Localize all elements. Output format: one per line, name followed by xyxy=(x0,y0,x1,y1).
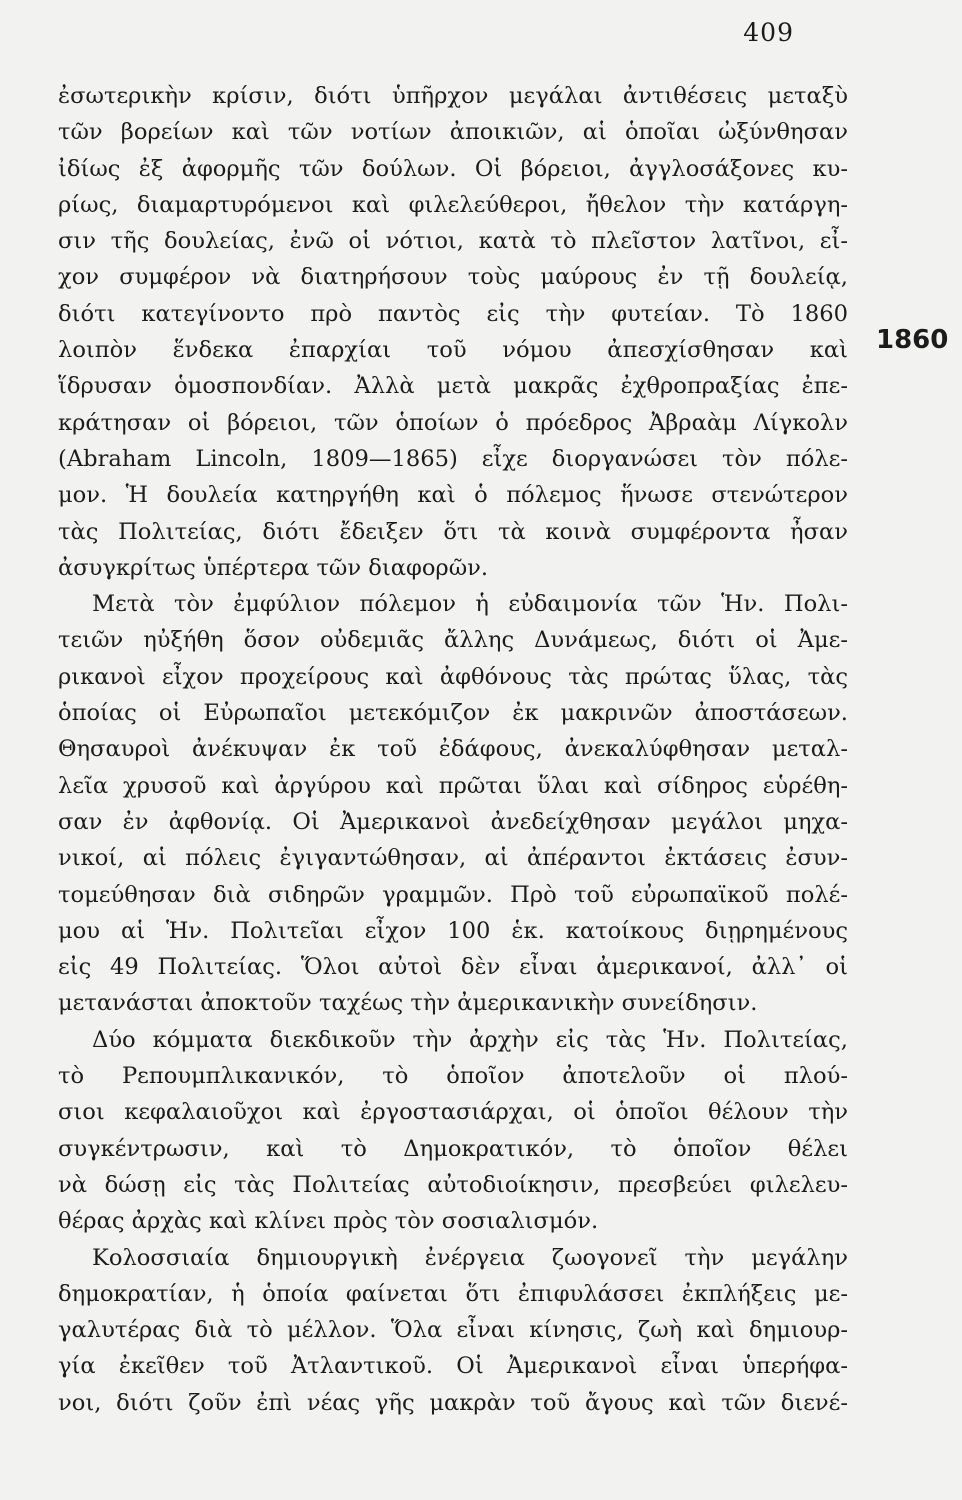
text-line: σαν ἐν ἀφθονίᾳ. Οἱ Ἀμερικανοὶ ἀνεδείχθησαν μεγάλοι μηχα- xyxy=(58,808,848,835)
page-number: 409 xyxy=(743,18,794,47)
text-line: (Abraham Lincoln, 1809—1865) εἶχε διοργανώσει τὸν πόλε- xyxy=(58,445,848,472)
text-line: θέρας ἀρχὰς καὶ κλίνει πρὸς τὸν σοσιαλισμόν. xyxy=(58,1208,599,1235)
text-line: σιοι κεφαλαιοῦχοι καὶ ἐργοστασιάρχαι, οἱ ὁποῖοι θέλουν τὴν xyxy=(58,1099,848,1126)
text-line: τομεύθησαν διὰ σιδηρῶν γραμμῶν. Πρὸ τοῦ εὐρωπαϊκοῦ πολέ- xyxy=(58,881,848,908)
text-line: ἀσυγκρίτως ὑπέρτερα τῶν διαφορῶν. xyxy=(58,554,489,581)
text-line: ἵδρυσαν ὁμοσπονδίαν. Ἀλλὰ μετὰ μακρᾶς ἐχθροπραξίας ἐπε- xyxy=(58,373,848,400)
text-line: νοι, διότι ζοῦν ἐπὶ νέας γῆς μακρὰν τοῦ ἄγους καὶ τῶν διενέ- xyxy=(58,1389,848,1416)
text-line: γία ἐκεῖθεν τοῦ Ἀτλαντικοῦ. Οἱ Ἀμερικανοὶ εἶναι ὑπερήφα- xyxy=(58,1353,848,1380)
margin-note-year: 1860 xyxy=(876,325,949,355)
text-line: μου αἱ Ἡν. Πολιτεῖαι εἶχον 100 ἑκ. κατοίκους διῃρημένους xyxy=(58,917,848,944)
text-line: χον συμφέρον νὰ διατηρήσουν τοὺς μαύρους ἐν τῇ δουλείᾳ, xyxy=(58,264,848,291)
text-line: γαλυτέρας διὰ τὸ μέλλον. Ὅλα εἶναι κίνησις, ζωὴ καὶ δημιουρ- xyxy=(58,1317,848,1344)
text-line: δημοκρατίαν, ἡ ὁποία φαίνεται ὅτι ἐπιφυλάσσει ἐκπλήξεις με- xyxy=(58,1280,848,1307)
text-line: ρίως, διαμαρτυρόμενοι καὶ φιλελεύθεροι, ἤθελον τὴν κατάργη- xyxy=(58,191,848,218)
text-line: Κολοσσιαία δημιουργικὴ ἐνέργεια ζωογονεῖ τὴν μεγάλην xyxy=(92,1244,848,1271)
text-line: τειῶν ηὐξήθη ὅσον οὐδεμιᾶς ἄλλης Δυνάμεως, διότι οἱ Ἀμε- xyxy=(58,627,848,654)
text-line: ρικανοὶ εἶχον προχείρους καὶ ἀφθόνους τὰς πρώτας ὕλας, τὰς xyxy=(58,663,848,690)
text-body xyxy=(58,78,848,1421)
text-line: νικοί, αἱ πόλεις ἐγιγαντώθησαν, αἱ ἀπέραντοι ἐκτάσεις ἐσυν- xyxy=(58,845,848,872)
text-line: μον. Ἡ δουλεία κατηργήθη καὶ ὁ πόλεμος ἥνωσε στενώτερον xyxy=(58,482,848,509)
text-line: κράτησαν οἱ βόρειοι, τῶν ὁποίων ὁ πρόεδρος Ἀβραὰμ Λίγκολν xyxy=(58,409,848,436)
text-line: τὸ Ρεπουμπλικανικόν, τὸ ὁποῖον ἀποτελοῦν οἱ πλού- xyxy=(58,1063,848,1090)
text-line: τῶν βορείων καὶ τῶν νοτίων ἀποικιῶν, αἱ ὁποῖαι ὠξύνθησαν xyxy=(58,119,848,146)
text-line: ὁποίας οἱ Εὐρωπαῖοι μετεκόμιζον ἐκ μακρινῶν ἀποστάσεων. xyxy=(58,700,848,727)
text-line: ἐσωτερικὴν κρίσιν, διότι ὑπῆρχον μεγάλαι ἀντιθέσεις μεταξὺ xyxy=(58,83,848,109)
text-line: εἰς 49 Πολιτείας. Ὅλοι αὐτοὶ δὲν εἶναι ἀμερικανοί, ἀλλ᾽ οἱ xyxy=(58,954,848,981)
text-line: Θησαυροὶ ἀνέκυψαν ἐκ τοῦ ἐδάφους, ἀνεκαλύφθησαν μεταλ- xyxy=(58,736,848,763)
text-line: μετανάσται ἀποκτοῦν ταχέως τὴν ἀμερικανικὴν συνείδησιν. xyxy=(58,990,758,1017)
text-line: συγκέντρωσιν, καὶ τὸ Δημοκρατικόν, τὸ ὁποῖον θέλει xyxy=(58,1135,848,1162)
text-line: σιν τῆς δουλείας, ἐνῶ οἱ νότιοι, κατὰ τὸ πλεῖστον λατῖνοι, εἶ- xyxy=(58,228,848,255)
text-line: διότι κατεγίνοντο πρὸ παντὸς εἰς τὴν φυτείαν. Τὸ 1860 xyxy=(58,300,848,327)
text-line: ἰδίως ἐξ ἀφορμῆς τῶν δούλων. Οἱ βόρειοι, ἀγγλοσάξονες κυ- xyxy=(58,155,848,182)
text-line: Δύο κόμματα διεκδικοῦν τὴν ἀρχὴν εἰς τὰς Ἡν. Πολιτείας, xyxy=(92,1026,848,1053)
text-line: τὰς Πολιτείας, διότι ἔδειξεν ὅτι τὰ κοινὰ συμφέροντα ἦσαν xyxy=(58,518,848,545)
text-line: νὰ δώσῃ εἰς τὰς Πολιτείας αὐτοδιοίκησιν, πρεσβεύει φιλελευ- xyxy=(58,1171,848,1198)
text-line: λοιπὸν ἕνδεκα ἐπαρχίαι τοῦ νόμου ἀπεσχίσθησαν καὶ xyxy=(58,337,848,364)
text-line: λεῖα χρυσοῦ καὶ ἀργύρου καὶ πρῶται ὕλαι καὶ σίδηρος εὑρέθη- xyxy=(58,772,848,799)
text-line: Μετὰ τὸν ἐμφύλιον πόλεμον ἡ εὐδαιμονία τῶν Ἡν. Πολι- xyxy=(92,591,848,618)
